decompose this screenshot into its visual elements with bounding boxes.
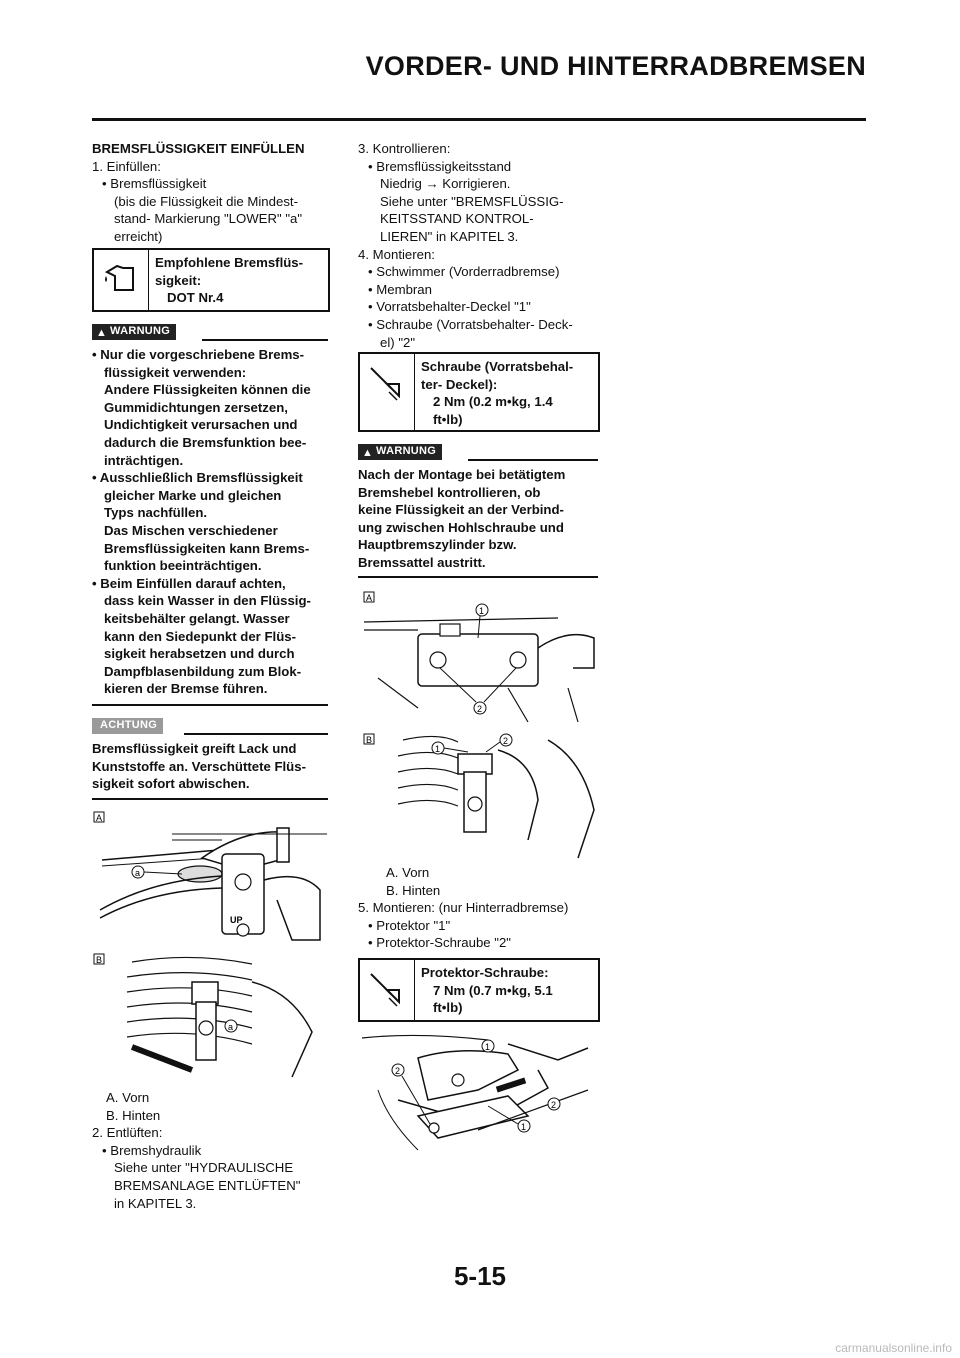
warning-line: keine Flüssigkeit an der Verbind-	[358, 502, 564, 518]
figure-front-reservoir	[92, 810, 332, 950]
step4-line: • Membran	[368, 281, 432, 297]
caution-badge	[92, 718, 163, 734]
warning-line: Hauptbremszylinder bzw.	[358, 537, 517, 553]
caution-line: Bremsflüssigkeit greift Lack und	[92, 741, 297, 756]
step3-line: Siehe unter "BREMSFLÜSSIG-	[380, 193, 564, 209]
warning-line: • Beim Einfüllen darauf achten,	[92, 575, 286, 591]
warning-line: Bremsflüssigkeiten kann Brems-	[104, 540, 310, 556]
figure-rear-master-cylinder	[92, 952, 332, 1087]
warning-triangle-icon: ▲	[96, 327, 108, 339]
legend-line: B. Hinten	[106, 1107, 161, 1123]
callout-2: 2	[503, 736, 509, 746]
figure-label-b: B	[366, 735, 373, 745]
step1-line: erreicht)	[114, 228, 163, 244]
spec-value: ft•lb)	[433, 1000, 463, 1016]
torque-wrench-icon	[360, 354, 415, 430]
warning-line: Nach der Montage bei betätigtem	[358, 467, 566, 482]
section-heading: BREMSFLÜSSIGKEIT EINFÜLLEN	[92, 141, 305, 156]
callout-1: 1	[435, 744, 441, 754]
step4-line: • Schwimmer (Vorderradbremse)	[368, 264, 560, 280]
warning-line: flüssigkeit verwenden:	[104, 364, 247, 380]
callout-1: 1	[521, 1122, 527, 1132]
step5-line: • Protektor-Schraube "2"	[368, 935, 511, 951]
warning-line: Das Mischen verschiedener	[104, 522, 278, 538]
legend-line: A. Vorn	[386, 865, 430, 880]
callout-2: 2	[477, 704, 483, 714]
step4-line: • Schraube (Vorratsbehalter- Deck-	[368, 316, 573, 332]
figure-front-cover-screws	[358, 588, 598, 724]
step4-line: el) "2"	[380, 334, 416, 350]
warning-line: Andere Flüssigkeiten können die	[104, 382, 311, 398]
warning-badge	[358, 444, 442, 460]
callout-1: 1	[479, 606, 485, 616]
page-number: 5-15	[453, 1261, 507, 1291]
torque-wrench-icon	[360, 960, 415, 1020]
spec-box-protector-screw	[358, 958, 600, 1022]
legend-line: A. Vorn	[106, 1090, 150, 1105]
step2-line: Siehe unter "HYDRAULISCHE	[114, 1160, 294, 1176]
warning-line: kann den Siedepunkt der Flüs-	[104, 628, 296, 644]
caution-end-rule	[92, 798, 328, 800]
spec-value: ft•lb)	[433, 411, 463, 427]
step3-line: 3. Kontrollieren:	[358, 141, 451, 156]
right-column-top	[358, 140, 598, 351]
left-figure-legend-and-step2	[92, 1089, 332, 1212]
warning-line: funktion beeinträchtigen.	[104, 558, 262, 574]
step4-line: • Vorratsbehalter-Deckel "1"	[368, 299, 531, 315]
watermark: carmanualsonline.info	[835, 1341, 952, 1355]
spec-value: DOT Nr.4	[167, 290, 224, 306]
warning-line: sigkeit herabsetzen und durch	[104, 646, 295, 662]
warning-line: keitsbehälter gelangt. Wasser	[104, 610, 290, 626]
figure-rear-cover-screws	[358, 730, 598, 860]
page-title: VORDER- UND HINTERRADBREMSEN	[365, 51, 866, 81]
warning-text-right	[358, 466, 598, 572]
header-rule	[92, 118, 866, 121]
warning-text	[92, 346, 332, 698]
warning-line: Gummidichtungen zersetzen,	[104, 399, 288, 415]
callout-2: 2	[551, 1100, 557, 1110]
step2-line: • Bremshydraulik	[102, 1142, 202, 1158]
warning-line: inträchtigen.	[104, 452, 184, 468]
warning-line: ung zwischen Hohlschraube und	[358, 519, 564, 535]
warning-line: Bremssattel austritt.	[358, 554, 486, 570]
warning-end-rule	[358, 576, 598, 578]
caution-header	[92, 718, 328, 736]
caution-label: ACHTUNG	[100, 719, 158, 732]
warning-end-rule	[92, 704, 328, 706]
step1-line: stand- Markierung "LOWER" "a"	[114, 211, 303, 227]
step1-line: 1. Einfüllen:	[92, 158, 161, 174]
step4-line: 4. Montieren:	[358, 246, 435, 262]
spec-value: 2 Nm (0.2 m•kg, 1.4	[433, 394, 553, 410]
warning-line: • Ausschließlich Bremsflüssigkeit	[92, 470, 303, 486]
warning-triangle-icon: ▲	[362, 447, 374, 459]
warning-line: • Nur die vorgeschriebene Brems-	[92, 347, 305, 362]
warning-header-right	[358, 444, 598, 462]
callout-1: 1	[485, 1042, 491, 1052]
warning-line: dadurch die Bremsfunktion bee-	[104, 434, 307, 450]
figure-mark-a: a	[228, 1022, 234, 1032]
step1-line: • Bremsflüssigkeit	[102, 176, 207, 192]
step3-line: KEITSSTAND KONTROL-	[380, 211, 534, 227]
callout-2: 2	[395, 1066, 401, 1076]
step2-line: BREMSANLAGE ENTLÜFTEN"	[114, 1177, 301, 1193]
warning-line: Dampfblasenbildung zum Blok-	[104, 663, 302, 679]
figure-label-a: A	[96, 813, 103, 823]
step3-line: LIEREN" in KAPITEL 3.	[380, 228, 519, 244]
figure-rear-protector	[358, 1030, 598, 1162]
spec-box-reservoir-screw	[358, 352, 600, 432]
step1-line: (bis die Flüssigkeit die Mindest-	[114, 193, 298, 209]
step5-line: 5. Montieren: (nur Hinterradbremse)	[358, 900, 569, 916]
warning-line: kieren der Bremse führen.	[104, 681, 268, 697]
spec-box-brake-fluid	[92, 248, 330, 312]
right-figure-legend-and-step5	[358, 864, 618, 952]
spec-line: Protektor-Schraube:	[421, 965, 549, 980]
fluid-can-icon	[94, 250, 149, 310]
warning-line: Bremshebel kontrollieren, ob	[358, 484, 541, 500]
caution-line: sigkeit sofort abwischen.	[92, 776, 250, 792]
warning-header	[92, 324, 328, 342]
warning-badge	[92, 324, 176, 340]
figure-mark-a: a	[135, 868, 141, 878]
spec-line: Schraube (Vorratsbehal-	[421, 359, 574, 374]
figure-up-mark: UP	[230, 915, 243, 925]
spec-line: sigkeit:	[155, 272, 202, 288]
warning-label: WARNUNG	[110, 325, 171, 338]
warning-line: gleicher Marke und gleichen	[104, 487, 282, 503]
caution-text	[92, 740, 332, 793]
caution-line: Kunststoffe an. Verschüttete Flüs-	[92, 758, 306, 774]
spec-line: Empfohlene Bremsflüs-	[155, 255, 304, 270]
step3-line: Niedrig → Korrigieren.	[380, 176, 511, 192]
figure-label-b: B	[96, 955, 103, 965]
spec-line: ter- Deckel):	[421, 376, 498, 392]
warning-line: Typs nachfüllen.	[104, 505, 208, 521]
figure-label-a: A	[366, 593, 373, 603]
step5-line: • Protektor "1"	[368, 917, 451, 933]
warning-line: Undichtigkeit verursachen und	[104, 417, 298, 433]
spec-value: 7 Nm (0.7 m•kg, 5.1	[433, 982, 553, 998]
left-column	[92, 140, 332, 246]
legend-line: B. Hinten	[386, 882, 441, 898]
warning-line: dass kein Wasser in den Flüssig-	[104, 593, 311, 609]
warning-label: WARNUNG	[376, 445, 437, 458]
step3-line: • Bremsflüssigkeitsstand	[368, 158, 512, 174]
step2-line: 2. Entlüften:	[92, 1125, 163, 1141]
step2-line: in KAPITEL 3.	[114, 1195, 197, 1211]
